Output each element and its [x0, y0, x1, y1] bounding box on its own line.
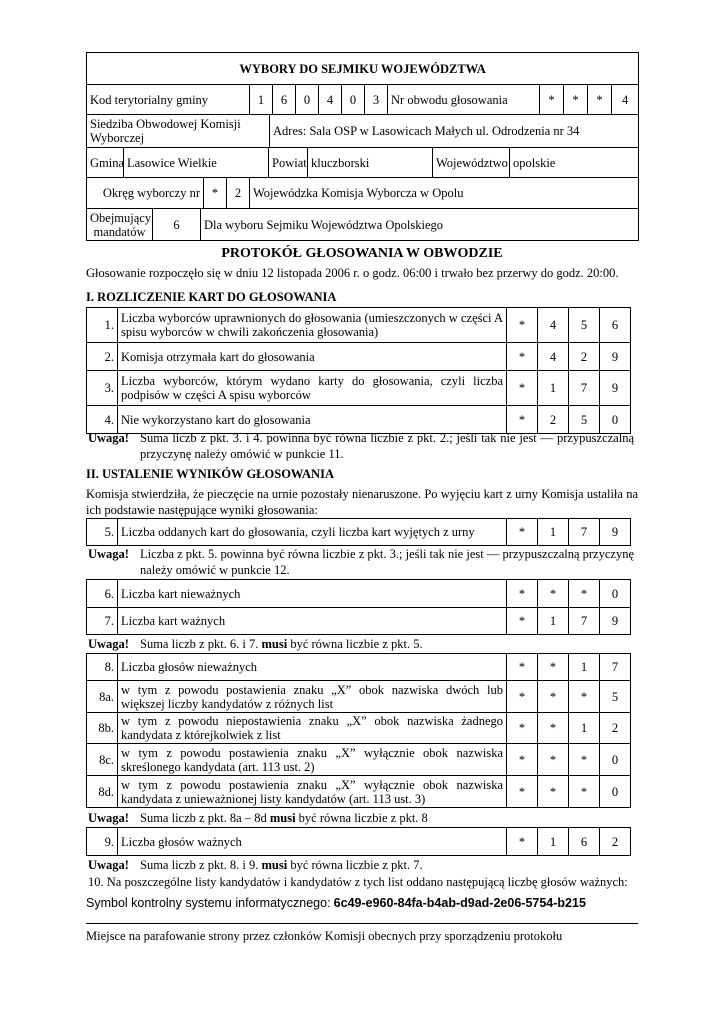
- kod-digit: 3: [365, 85, 388, 115]
- row-digit: 1: [538, 608, 569, 635]
- row-digit: 9: [600, 343, 631, 371]
- table-row: [87, 828, 631, 856]
- header-title: WYBORY DO SEJMIKU WOJEWÓDZTWA: [87, 53, 639, 85]
- table-row: [87, 654, 631, 681]
- row-number: 9.: [87, 828, 118, 856]
- point-10: 10. Na poszczególne listy kandydatów i kandydatów z tych list oddano następującą liczbę głosów ważnych:: [88, 875, 628, 889]
- row-number: 5.: [87, 519, 118, 546]
- kod-digit: 1: [250, 85, 273, 115]
- row-digit: *: [569, 744, 600, 776]
- table-row: [87, 608, 631, 635]
- note-text: Suma liczb z pkt. 3. i 4. powinna być równa liczbie z pkt. 2.; jeśli tak nie jest — przypuszczalną przyczynę należy omówić w punkcie 11.: [140, 431, 634, 461]
- mandaty-value: 6: [153, 209, 201, 241]
- section1-note: [88, 430, 638, 462]
- row-digit: *: [569, 580, 600, 608]
- header-table: [86, 52, 639, 115]
- note-label: Uwaga!: [88, 858, 129, 872]
- rows8-note: [88, 810, 428, 826]
- row-digit: 0: [600, 580, 631, 608]
- row-text: Komisja otrzymała kart do głosowania: [118, 343, 507, 371]
- obwod-digit: *: [588, 85, 612, 115]
- table-row: [87, 744, 631, 776]
- footer-text: Miejsce na parafowanie strony przez członków Komisji obecnych przy sporządzeniu protokołu: [86, 929, 563, 943]
- row-digit: *: [507, 580, 538, 608]
- kod-digit: 4: [319, 85, 342, 115]
- row-text: Liczba kart ważnych: [118, 608, 507, 635]
- note-label: Uwaga!: [88, 811, 129, 825]
- obwod-digit: 4: [612, 85, 639, 115]
- note-text: Suma liczb z pkt. 8a – 8d: [140, 811, 270, 825]
- row-number: 4.: [87, 406, 118, 434]
- rows67-note: [88, 636, 423, 652]
- row-text: Liczba kart nieważnych: [118, 580, 507, 608]
- note-label: Uwaga!: [88, 637, 129, 651]
- table-row: [87, 519, 631, 546]
- note-label: Uwaga!: [88, 431, 129, 445]
- obwod-digit: *: [564, 85, 588, 115]
- row-text: Liczba głosów nieważnych: [118, 654, 507, 681]
- note-text: Liczba z pkt. 5. powinna być równa liczbie z pkt. 3.; jeśli tak nie jest — przypuszczalną przyczynę należy omówić w punkcie 12.: [140, 547, 634, 577]
- row-digit: *: [507, 608, 538, 635]
- row-digit: 7: [569, 371, 600, 406]
- row-digit: 2: [538, 406, 569, 434]
- row-digit: 0: [600, 776, 631, 808]
- mandaty-table: [86, 208, 639, 241]
- table-row: [87, 580, 631, 608]
- row-digit: *: [538, 681, 569, 713]
- row-digit: 2: [569, 343, 600, 371]
- row-digit: 9: [600, 519, 631, 546]
- dla-wyboru: Dla wyboru Sejmiku Województwa Opolskiego: [201, 209, 639, 241]
- note-emphasis: musi: [261, 637, 288, 651]
- row-digit: 1: [569, 713, 600, 744]
- symbol-line: [86, 896, 586, 911]
- row-digit: 7: [600, 654, 631, 681]
- nr-obwodu-label: Nr obwodu głosowania: [388, 85, 540, 115]
- row-digit: 2: [600, 828, 631, 856]
- row-number: 7.: [87, 608, 118, 635]
- section2-intro: Komisja stwierdziła, że pieczęcie na urnie pozostały nienaruszone. Po wyjęciu kart z urny Komisja ustaliła na ich podstawie następujące wyniki głosowania:: [86, 487, 638, 517]
- gmina-table: [86, 147, 639, 178]
- row-digit: 1: [538, 828, 569, 856]
- row-digit: *: [538, 580, 569, 608]
- kod-digit: 0: [342, 85, 365, 115]
- row-digit: 7: [569, 608, 600, 635]
- row-text: w tym z powodu niepostawienia znaku „X” obok nazwiska żadnego kandydata z którejkolwiek z list: [118, 713, 507, 744]
- row-digit: 5: [600, 681, 631, 713]
- kod-digit: 0: [296, 85, 319, 115]
- note-text: być równa liczbie z pkt. 7.: [287, 858, 423, 872]
- row-number: 2.: [87, 343, 118, 371]
- row-digit: 1: [538, 371, 569, 406]
- komisja: Wojewódzka Komisja Wyborcza w Opolu: [250, 178, 639, 209]
- powiat-value: kluczborski: [308, 148, 433, 178]
- voting-info: Głosowanie rozpoczęło się w dniu 12 listopada 2006 r. o godz. 06:00 i trwało bez przerwy do godz. 20:00.: [86, 266, 619, 280]
- row-digit: *: [569, 776, 600, 808]
- row-digit: 6: [569, 828, 600, 856]
- note-text: Suma liczb z pkt. 8. i 9.: [140, 858, 262, 872]
- table-row: [87, 713, 631, 744]
- note-emphasis: musi: [261, 858, 288, 872]
- row-digit: *: [538, 744, 569, 776]
- row-digit: *: [507, 828, 538, 856]
- row-digit: 5: [569, 406, 600, 434]
- row-text: Liczba oddanych kart do głosowania, czyli liczba kart wyjętych z urny: [118, 519, 507, 546]
- row-digit: *: [507, 713, 538, 744]
- gmina-label: Gmina: [87, 148, 124, 178]
- mandaty-label: Obejmujący mandatów: [87, 209, 153, 241]
- note-text: być równa liczbie z pkt. 8: [295, 811, 428, 825]
- footer-divider: [86, 923, 638, 924]
- table-row: [87, 681, 631, 713]
- row-digit: *: [507, 744, 538, 776]
- powiat-label: Powiat: [269, 148, 308, 178]
- symbol-value: 6c49-e960-84fa-b4ab-d9ad-2e06-5754-b215: [333, 896, 586, 910]
- section2-title: II. USTALENIE WYNIKÓW GŁOSOWANIA: [86, 467, 334, 481]
- row-text: w tym z powodu postawienia znaku „X” wyłącznie obok nazwiska skreślonego kandydata (art. 113 ust. 2): [118, 744, 507, 776]
- row-digit: *: [507, 519, 538, 546]
- kod-digit: 6: [273, 85, 296, 115]
- row-digit: 7: [569, 519, 600, 546]
- row-number: 8d.: [87, 776, 118, 808]
- protocol-title: PROTOKÓŁ GŁOSOWANIA W OBWODZIE: [221, 246, 503, 261]
- section1-title: I. ROZLICZENIE KART DO GŁOSOWANIA: [86, 290, 337, 304]
- table-row: [87, 371, 631, 406]
- row-digit: *: [538, 654, 569, 681]
- okreg-table: [86, 177, 639, 209]
- siedziba-label: Siedziba Obwodowej Komisji Wyborczej: [87, 115, 270, 148]
- rows67-table: [86, 579, 631, 635]
- gmina-value: Lasowice Wielkie: [124, 148, 269, 178]
- row-number: 8c.: [87, 744, 118, 776]
- adres: Adres: Sala OSP w Lasowicach Małych ul. Odrodzenia nr 34: [270, 115, 639, 148]
- row9-table: [86, 827, 631, 856]
- row-digit: 0: [600, 406, 631, 434]
- note-emphasis: musi: [269, 811, 296, 825]
- row-text: Liczba wyborców uprawnionych do głosowania (umieszczonych w części A spisu wyborców w chwili zakończenia głosowania): [118, 308, 507, 343]
- row-number: 8.: [87, 654, 118, 681]
- okreg-digit: 2: [227, 178, 250, 209]
- symbol-label: Symbol kontrolny systemu informatycznego:: [86, 896, 331, 910]
- rows8-table: [86, 653, 631, 808]
- row-digit: *: [507, 654, 538, 681]
- row-digit: *: [538, 713, 569, 744]
- row-digit: *: [507, 371, 538, 406]
- note-text: być równa liczbie z pkt. 5.: [287, 637, 423, 651]
- wojewodztwo-label: Województwo: [433, 148, 510, 178]
- siedziba-table: [86, 114, 639, 148]
- row-text: Nie wykorzystano kart do głosowania: [118, 406, 507, 434]
- row-digit: *: [569, 681, 600, 713]
- row-digit: 2: [600, 713, 631, 744]
- row-digit: 5: [569, 308, 600, 343]
- row9-note: [88, 857, 423, 873]
- row-text: Liczba wyborców, którym wydano karty do głosowania, czyli liczba podpisów w części A spisu wyborców: [118, 371, 507, 406]
- wojewodztwo-value: opolskie: [510, 148, 639, 178]
- row-digit: 9: [600, 371, 631, 406]
- row-digit: 1: [569, 654, 600, 681]
- row-number: 8b.: [87, 713, 118, 744]
- row-text: Liczba głosów ważnych: [118, 828, 507, 856]
- note-label: Uwaga!: [88, 547, 129, 561]
- okreg-digit: *: [204, 178, 227, 209]
- row-digit: *: [507, 308, 538, 343]
- row-number: 1.: [87, 308, 118, 343]
- kod-label: Kod terytorialny gminy: [87, 85, 250, 115]
- row-digit: *: [507, 776, 538, 808]
- row5-note: [88, 546, 638, 578]
- row-number: 3.: [87, 371, 118, 406]
- row5-table: [86, 518, 631, 546]
- row-digit: *: [507, 406, 538, 434]
- row-digit: 1: [538, 519, 569, 546]
- note-text: Suma liczb z pkt. 6. i 7.: [140, 637, 262, 651]
- okreg-label: Okręg wyborczy nr: [87, 178, 204, 209]
- row-digit: *: [507, 343, 538, 371]
- row-digit: *: [538, 776, 569, 808]
- row-number: 8a.: [87, 681, 118, 713]
- table-row: [87, 308, 631, 343]
- section1-table: [86, 307, 631, 434]
- table-row: [87, 343, 631, 371]
- row-digit: 6: [600, 308, 631, 343]
- row-digit: 4: [538, 343, 569, 371]
- table-row: [87, 776, 631, 808]
- row-text: w tym z powodu postawienia znaku „X” wyłącznie obok nazwiska kandydata z unieważnionej listy kandydatów (art. 113 ust. 3): [118, 776, 507, 808]
- row-digit: *: [507, 681, 538, 713]
- row-digit: 9: [600, 608, 631, 635]
- row-number: 6.: [87, 580, 118, 608]
- row-digit: 4: [538, 308, 569, 343]
- row-digit: 0: [600, 744, 631, 776]
- row-text: w tym z powodu postawienia znaku „X” obok nazwiska dwóch lub większej liczby kandydatów z różnych list: [118, 681, 507, 713]
- obwod-digit: *: [540, 85, 564, 115]
